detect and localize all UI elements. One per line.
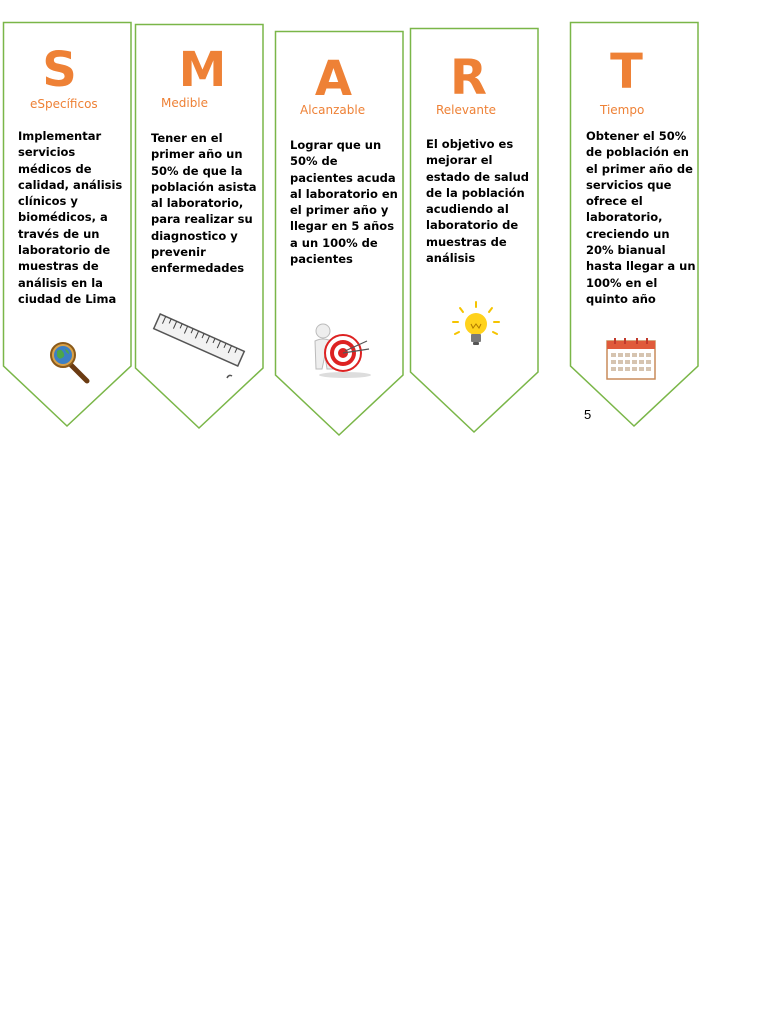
card-t-text: Obtener el 50% de población en el primer año de servicios que ofrece el laboratorio, creciendo un 20% bianual hasta llegar a un 100% en el quinto año bbox=[586, 129, 696, 306]
smart-card-s bbox=[3, 22, 132, 428]
page-number: 5 bbox=[584, 407, 592, 422]
smart-card-m bbox=[135, 24, 264, 430]
smart-card-t bbox=[570, 22, 699, 428]
card-s-letter: S bbox=[42, 42, 77, 98]
smart-card-a bbox=[275, 31, 404, 437]
calendar-icon bbox=[606, 337, 656, 381]
card-t-letter: T bbox=[610, 44, 643, 100]
card-m-text: Tener en el primer año un 50% de que la población asista al laboratorio, para realizar su diagnostico y prevenir enfermedades bbox=[151, 131, 257, 276]
card-s-text: Implementar servicios médicos de calidad, análisis clínicos y biomédicos, a través de un laboratorio de muestras de análisis en la ciudad de Lima bbox=[18, 129, 123, 306]
magnifier-globe-icon bbox=[47, 340, 93, 386]
ruler-icon bbox=[149, 310, 249, 382]
smart-card-r bbox=[410, 28, 539, 434]
card-r-label: Relevante bbox=[436, 103, 497, 117]
card-r-letter: R bbox=[450, 50, 487, 106]
lightbulb-icon bbox=[450, 300, 502, 352]
card-r-text: El objetivo es mejorar el estado de salud de la población acudiendo al laboratorio de muestras de análisis bbox=[426, 137, 530, 266]
card-m-letter: M bbox=[178, 42, 227, 98]
card-t-label: Tiempo bbox=[600, 103, 645, 117]
card-a-text: Lograr que un 50% de pacientes acuda al laboratorio en el primer año y llegar en 5 años a un 100% de pacientes bbox=[290, 138, 398, 267]
target-icon bbox=[305, 323, 375, 379]
card-s-label: eSpecíficos bbox=[30, 97, 98, 111]
card-m-label: Medible bbox=[161, 96, 209, 110]
card-a-letter: A bbox=[314, 51, 353, 107]
card-a-label: Alcanzable bbox=[300, 103, 366, 117]
